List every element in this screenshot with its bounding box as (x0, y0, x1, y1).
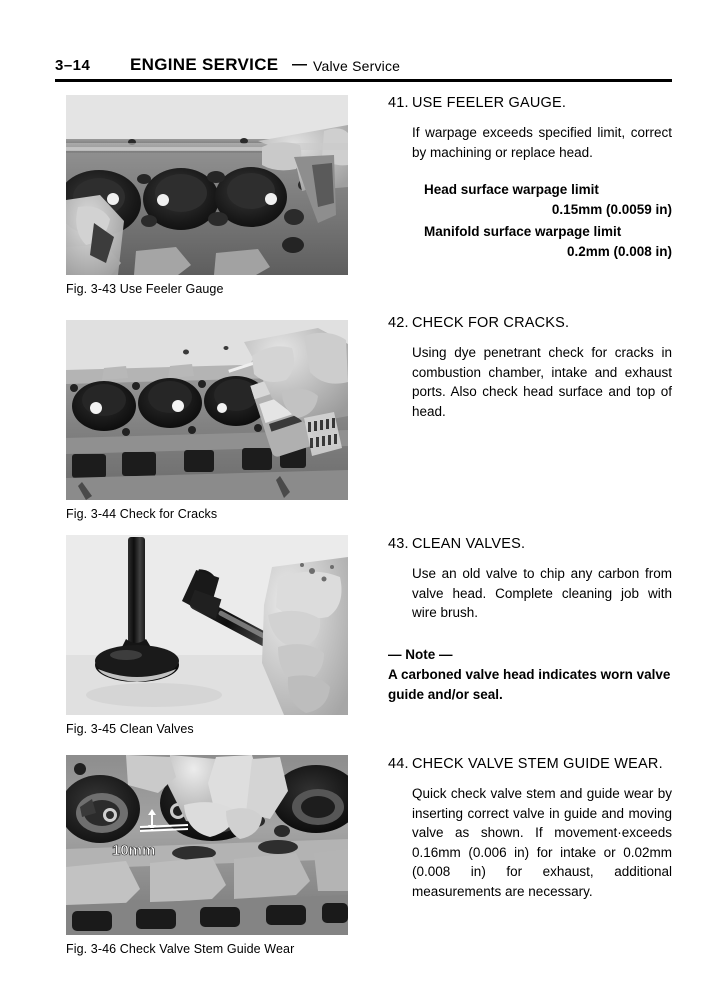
step-body: Use an old valve to chip any carbon from valve head. Complete cleaning job with wire brush. (412, 566, 672, 620)
step-body: If warpage exceeds specified limit, correct by machining or replace head. (412, 125, 672, 160)
figure-caption: Fig. 3-43 Use Feeler Gauge (66, 282, 224, 296)
page-subtitle: Valve Service (313, 58, 401, 74)
step-44 (388, 756, 672, 901)
step-43-heading (388, 536, 672, 552)
step-number: 41. (388, 95, 409, 111)
step-number: 44. (388, 756, 409, 772)
header-dash: — (292, 56, 307, 73)
step-title: CLEAN VALVES. (412, 536, 526, 552)
note-block (388, 645, 672, 705)
figure-caption: Fig. 3-44 Check for Cracks (66, 507, 218, 521)
spec-head-surface (424, 180, 672, 220)
spec-manifold-surface (424, 222, 672, 262)
spec-value: 0.2mm (0.008 in) (566, 244, 672, 259)
figure-3-45 (66, 535, 348, 736)
figure-3-44 (66, 320, 348, 521)
photo-clean-valves (66, 535, 348, 715)
step-42 (388, 315, 672, 421)
step-41 (388, 95, 672, 262)
note-title: — Note — (388, 646, 453, 662)
figure-caption: Fig. 3-46 Check Valve Stem Guide Wear (66, 942, 295, 956)
figure-3-43 (66, 95, 348, 296)
step-44-heading (388, 756, 672, 772)
step-body: Using dye penetrant check for cracks in combustion chamber, intake and exhaust ports. Also check head surface and top of head. (412, 345, 672, 419)
step-42-heading (388, 315, 672, 331)
photo-check-valve-stem-guide-wear (66, 755, 348, 935)
figure-caption: Fig. 3-45 Clean Valves (66, 722, 194, 736)
step-number: 42. (388, 315, 409, 331)
spec-value: 0.15mm (0.0059 in) (551, 202, 672, 217)
step-41-heading (388, 95, 672, 111)
page-number: 3–14 (55, 57, 91, 74)
step-43 (388, 536, 672, 705)
step-title: CHECK FOR CRACKS. (412, 315, 570, 331)
step-body: Quick check valve stem and guide wear by inserting correct valve in guide and moving valve as shown. If movement·exceeds 0.16mm (0.006 in) for intake or 0.02mm (0.008 in) for exhaust, additional measurements are necessary. (412, 786, 672, 899)
step-title: USE FEELER GAUGE. (412, 95, 567, 111)
spec-label: Manifold surface warpage limit (424, 224, 622, 239)
step-title: CHECK VALVE STEM GUIDE WEAR. (412, 756, 663, 772)
page-title: ENGINE SERVICE (130, 55, 279, 74)
figure-3-46 (66, 755, 348, 956)
photo-use-feeler-gauge (66, 95, 348, 275)
photo-check-for-cracks (66, 320, 348, 500)
note-text: A carboned valve head indicates worn valve guide and/or seal. (388, 666, 671, 702)
overlay-label-10mm: 10mm (112, 842, 156, 859)
header-rule (55, 79, 672, 82)
step-number: 43. (388, 536, 409, 552)
page-header (55, 55, 672, 81)
spec-label: Head surface warpage limit (424, 182, 599, 197)
